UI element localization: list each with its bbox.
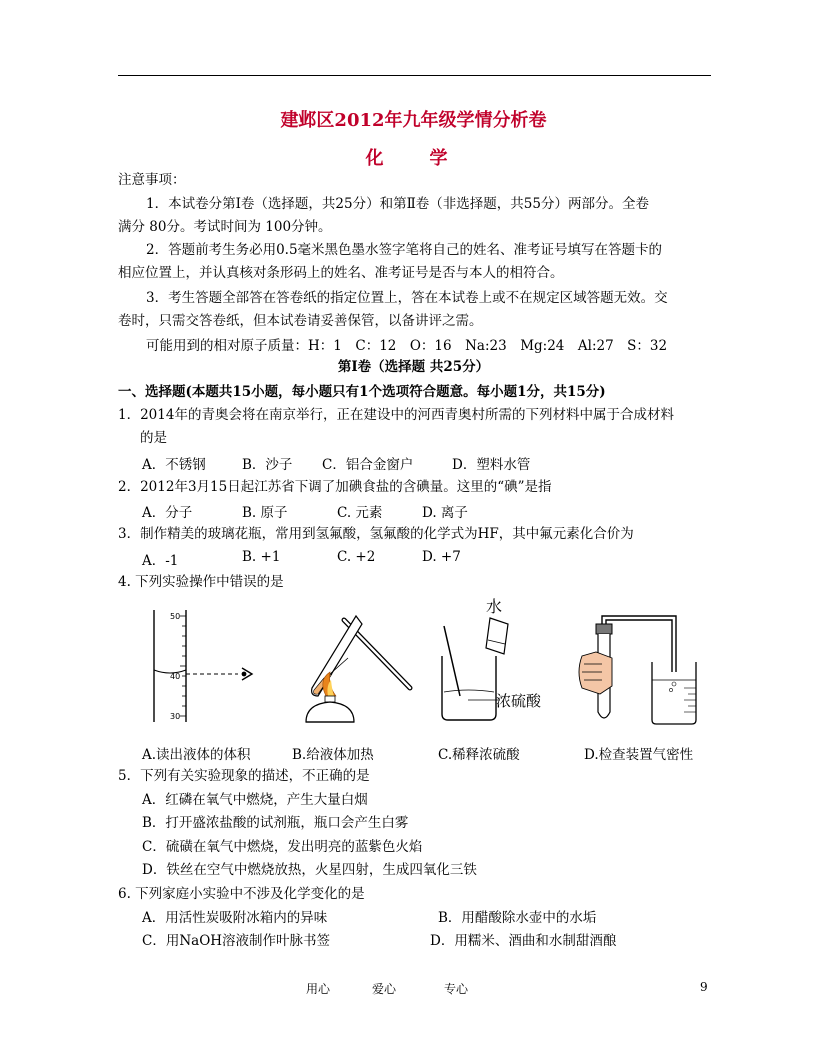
q5-option-c: C．硫磺在氧气中燃烧，发出明亮的蓝紫色火焰 (142, 839, 423, 855)
q1-stem: 1．2014年的青奥会将在南京举行，正在建设中的河西青奥村所需的下列材料中属于合成材料 (118, 407, 674, 423)
q5-option-d: D．铁丝在空气中燃烧放热，火星四射，生成四氧化三铁 (142, 862, 477, 878)
q4-option-d: D.检查装置气密性 (584, 747, 694, 763)
header-rule (118, 75, 711, 76)
footer-text-1: 用心 (306, 982, 331, 996)
figure-dilute-acid (438, 596, 548, 726)
notice-item-1b: 满分 80分。考试时间为 100分钟。 (118, 219, 332, 235)
page-number: 9 (700, 980, 708, 994)
q2-stem: 2．2012年3月15日起江苏省下调了加碘食盐的含碘量。这里的“碘”是指 (118, 479, 552, 495)
cyl-tick-50: 50 (170, 612, 181, 621)
q3-stem: 3．制作精美的玻璃花瓶，常用到氢氟酸，氢氟酸的化学式为HF，其中氟元素化合价为 (118, 526, 634, 542)
q3-option-c: C. +2 (337, 549, 376, 565)
subject-title: 化 学 (365, 148, 462, 169)
q4-stem: 4. 下列实验操作中错误的是 (118, 574, 284, 590)
q4-option-b: B.给液体加热 (292, 747, 374, 763)
q2-option-c: C. 元素 (337, 505, 383, 521)
water-label: 水 (486, 597, 503, 616)
notice-item-1a: 1．本试卷分第Ⅰ卷（选择题，共25分）和第Ⅱ卷（非选择题，共55分）两部分。全卷 (146, 196, 649, 212)
q3-option-a: A．-1 (142, 553, 179, 569)
q2-option-b: B. 原子 (242, 505, 288, 521)
q6-stem: 6. 下列家庭小实验中不涉及化学变化的是 (118, 886, 365, 902)
page-title: 建邺区2012年九年级学情分析卷 (280, 110, 547, 131)
notice-item-2a: 2．答题前考生务必用0.5毫米黑色墨水签字笔将自己的姓名、准考证号填写在答题卡的 (146, 242, 663, 258)
q1-option-a: A．不锈钢 (142, 457, 206, 473)
q6-option-b: B．用醋酸除水壶中的水垢 (438, 910, 597, 926)
figure-airtight-check (572, 612, 702, 727)
q6-option-d: D．用糯米、酒曲和水制甜酒酿 (430, 933, 617, 949)
q2-option-a: A．分子 (142, 505, 193, 521)
eye-icon (242, 668, 252, 680)
cyl-tick-30: 30 (170, 712, 181, 721)
q1-option-b: B．沙子 (242, 457, 293, 473)
notice-heading: 注意事项： (118, 172, 186, 188)
q3-option-d: D. +7 (422, 549, 461, 565)
q5-option-b: B．打开盛浓盐酸的试剂瓶，瓶口会产生白雾 (142, 815, 409, 831)
q1-option-d: D．塑料水管 (452, 457, 531, 473)
q3-option-b: B. +1 (242, 549, 281, 565)
part1-heading: 一、选择题(本题共15小题，每小题只有1个选项符合题意。每小题1分，共15分) (118, 384, 606, 400)
q4-option-c: C.稀释浓硫酸 (438, 747, 520, 763)
q6-option-c: C．用NaOH溶液制作叶脉书签 (142, 933, 331, 949)
cyl-tick-40: 40 (170, 672, 181, 681)
section-title: 第Ⅰ卷（选择题 共25分） (337, 359, 490, 375)
footer-text-3: 专心 (444, 982, 469, 996)
q5-option-a: A．红磷在氧气中燃烧，产生大量白烟 (142, 792, 368, 808)
q5-stem: 5．下列有关实验现象的描述，不正确的是 (118, 768, 370, 784)
footer-text-2: 爱心 (372, 982, 397, 996)
atomic-masses: 可能用到的相对原子质量：H：1 C：12 O：16 Na:23 Mg:24 Al:27 S：32 (146, 338, 668, 354)
q2-option-d: D. 离子 (422, 505, 468, 521)
figure-heat-liquid (292, 612, 417, 727)
notice-item-3b: 卷时，只需交答卷纸，但本试卷请妥善保管，以备讲评之需。 (118, 313, 483, 329)
notice-item-3a: 3．考生答题全部答在答卷纸的指定位置上，答在本试卷上或不在规定区域答题无效。交 (146, 290, 668, 306)
figure-read-cylinder (140, 606, 270, 726)
q1-stem-cont: 的是 (140, 430, 167, 446)
q1-option-c: C．铝合金窗户 (322, 457, 414, 473)
q4-option-a: A.读出液体的体积 (142, 747, 251, 763)
notice-item-2b: 相应位置上，并认真核对条形码上的姓名、准考证号是否与本人的相符合。 (118, 265, 564, 281)
acid-label: 浓硫酸 (496, 692, 542, 710)
q6-option-a: A．用活性炭吸附冰箱内的异味 (142, 910, 328, 926)
